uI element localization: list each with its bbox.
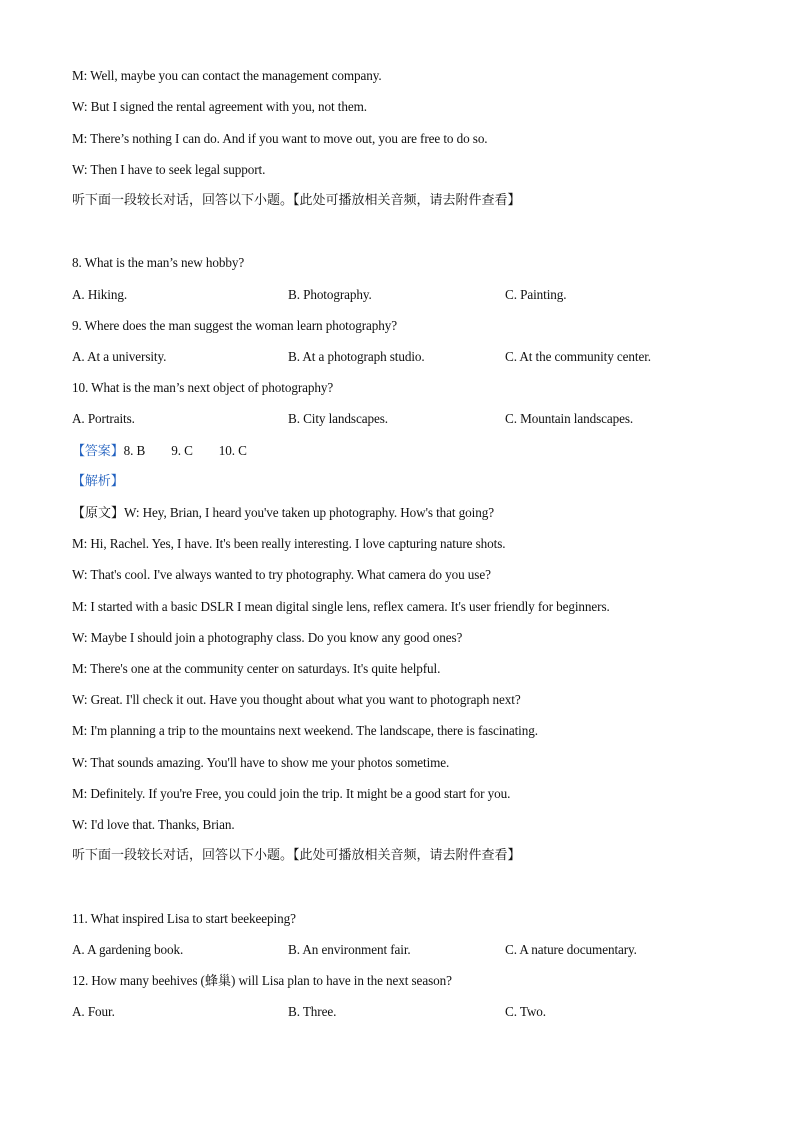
answer-8: 8. B [123,443,146,458]
q9-option-a: A. At a university. [72,349,167,364]
q10-option-c: C. Mountain landscapes. [505,411,634,426]
transcript-line: W: That sounds amazing. You'll have to show me your photos sometime. [72,755,450,770]
question-8-stem: 8. What is the man’s new hobby? [72,255,245,270]
original-text-tag: 【原文】 [72,506,125,521]
answer-tag: 【答案】 [72,444,124,459]
question-12-stem: 12. How many beehives (蜂巢) will Lisa plan to have in the next season? [72,973,452,988]
q11-option-a: A. A gardening book. [72,942,184,957]
answer-line [72,443,247,460]
q11-option-b: B. An environment fair. [288,942,411,957]
transcript-line: M: There's one at the community center on saturdays. It's quite helpful. [72,661,441,676]
q8-option-a: A. Hiking. [72,287,128,302]
transcript-line: M: Definitely. If you're Free, you could join the trip. It might be a good start for you. [72,786,511,801]
answer-9: 9. C [171,443,193,458]
answer-10: 10. C [218,443,247,458]
transcript-text: W: Hey, Brian, I heard you've taken up photography. How's that going? [124,505,494,520]
q8-option-c: C. Painting. [505,287,567,302]
question-11-stem: 11. What inspired Lisa to start beekeeping? [72,911,296,926]
transcript-line: M: Well, maybe you can contact the management company. [72,68,382,83]
q10-option-a: A. Portraits. [72,411,135,426]
q11-option-c: C. A nature documentary. [505,942,637,957]
transcript-line: W: But I signed the rental agreement with you, not them. [72,99,367,114]
transcript-line: W: That's cool. I've always wanted to try photography. What camera do you use? [72,567,491,582]
q12-option-a: A. Four. [72,1004,115,1019]
q10-option-b: B. City landscapes. [288,411,388,426]
transcript-line: M: I started with a basic DSLR I mean digital single lens, reflex camera. It's user friendly for beginners. [72,599,610,614]
q12-option-c: C. Two. [505,1004,546,1019]
transcript-line: M: I'm planning a trip to the mountains next weekend. The landscape, there is fascinating. [72,723,538,738]
question-10-stem: 10. What is the man’s next object of photography? [72,380,334,395]
q9-option-b: B. At a photograph studio. [288,349,425,364]
q9-option-c: C. At the community center. [505,349,651,364]
transcript-line: W: Maybe I should join a photography class. Do you know any good ones? [72,630,463,645]
transcript-line: M: Hi, Rachel. Yes, I have. It's been really interesting. I love capturing nature shots. [72,536,506,551]
transcript-line: W: Great. I'll check it out. Have you thought about what you want to photograph next? [72,692,521,707]
q12-option-b: B. Three. [288,1004,337,1019]
question-9-stem: 9. Where does the man suggest the woman learn photography? [72,318,398,333]
transcript-line: W: I'd love that. Thanks, Brian. [72,817,235,832]
transcript-line: M: There’s nothing I can do. And if you want to move out, you are free to do so. [72,131,488,146]
analysis-tag: 【解析】 [72,474,124,489]
listening-instruction: 听下面一段较长对话，回答以下小题。【此处可播放相关音频，请去附件查看】 [72,193,521,208]
listening-instruction: 听下面一段较长对话，回答以下小题。【此处可播放相关音频，请去附件查看】 [72,848,521,863]
transcript-line [72,505,494,522]
q8-option-b: B. Photography. [288,287,372,302]
transcript-line: W: Then I have to seek legal support. [72,162,266,177]
